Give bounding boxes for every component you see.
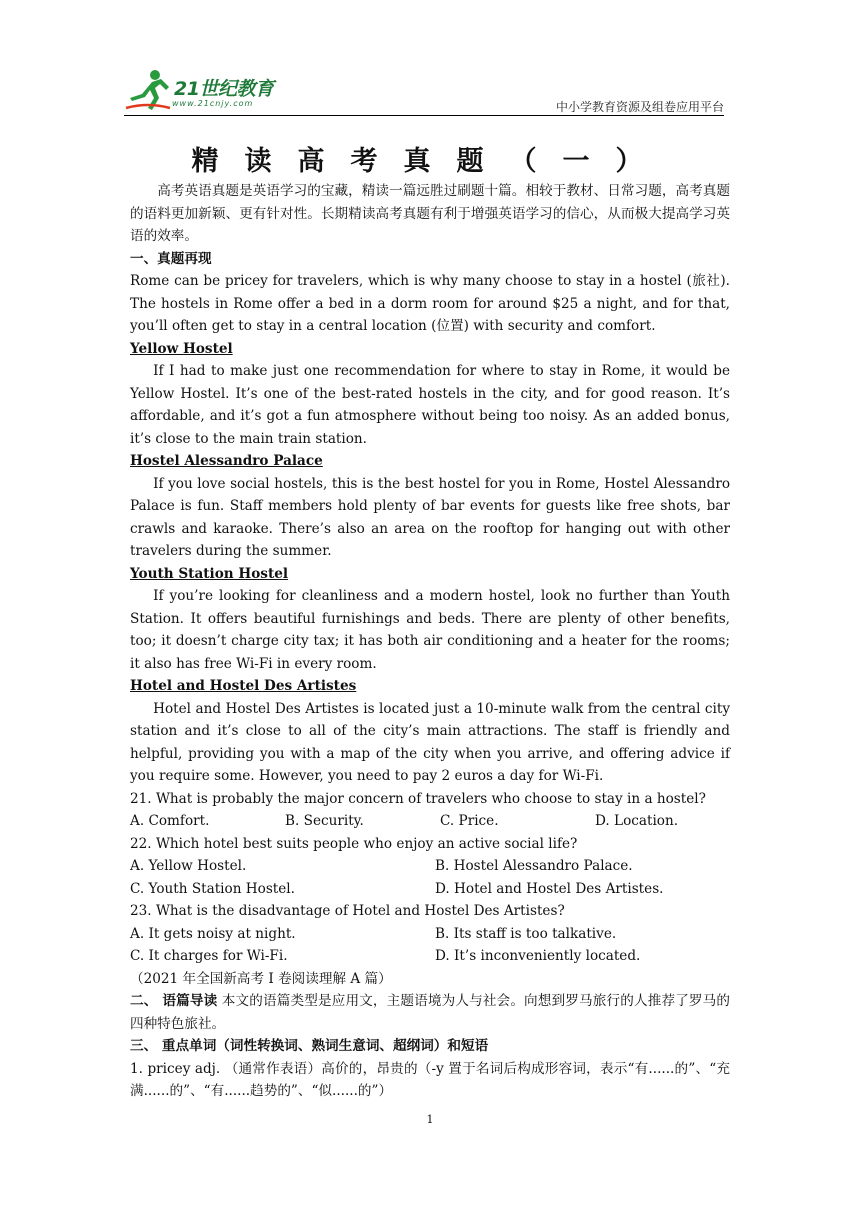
logo [124,66,294,114]
section-2-text: 本文的语篇类型是应用文，主题语境为人与社会。向想到罗马旅行的人推荐了罗马的四种特色旅社。 [130,993,731,1032]
page-header [124,66,724,116]
option-21b: B. Security. [285,813,364,829]
section-2 [130,990,730,1035]
option-22a: A. Yellow Hostel. [130,858,247,874]
hostel-title-youth-station: Youth Station Hostel [130,565,289,582]
option-21d: D. Location. [595,813,679,829]
page-title: 精读高考真题（一） [191,146,669,177]
option-23c: C. It charges for Wi-Fi. [130,948,288,964]
header-divider [124,115,724,116]
logo-text: 21世纪教育 [174,78,274,100]
page-number: 1 [426,1113,434,1126]
section-heading-2: 二、 语篇导读 [130,993,218,1009]
runner-logo-icon [124,68,172,114]
option-23d: D. It’s inconveniently located. [435,948,641,964]
hostel-title-des-artistes: Hotel and Hostel Des Artistes [130,678,357,694]
source-citation: （2021 年全国新高考 I 卷阅读理解 A 篇） [130,970,392,987]
question-23-options-row1 [130,923,730,946]
hostel-title-yellow: Yellow Hostel [130,340,233,357]
hostel-text-alessandro: If you love social hostels, this is the best hostel for you in Rome, Hostel Alessandro Palace is fun. Staff members hold plenty of bar events for guests like free shots, bar crawls and karaoke. There’s also an area on the rooftop for hanging out with other travelers during the summer. [130,475,730,559]
option-23b: B. Its staff is too talkative. [435,925,617,942]
option-22d: D. Hotel and Hostel Des Artistes. [435,880,664,897]
option-22c: C. Youth Station Hostel. [130,880,295,897]
hostel-text-des-artistes: Hotel and Hostel Des Artistes is located just a 10-minute walk from the central city station and it’s close to all of the city’s main attractions. The staff is friendly and helpful, providing you with a map of the city when you arrive, and offering advice if you require some. However, you need to pay 2 euros a day for Wi-Fi. [130,700,730,784]
question-22-options-row2 [130,878,730,901]
question-21-options [130,810,730,833]
question-21-stem: 21. What is probably the major concern of travelers who choose to stay in a hostel? [130,790,706,807]
question-23-stem: 23. What is the disadvantage of Hotel and Hostel Des Artistes? [130,903,565,919]
opening-paragraph: Rome can be pricey for travelers, which is why many choose to stay in a hostel (旅社). The hostels in Rome offer a bed in a dorm room for around $25 a night, and for that, you’ll often get to stay in a central location (位置) with security and comfort. [130,273,730,334]
option-21c: C. Price. [440,813,499,829]
vocab-item-1: 1. pricey adj. （通常作表语）高价的，昂贵的（-y 置于名词后构成形容词，表示“有......的”、“充满......的”、“有......趋势的”、“似......的”） [130,1060,730,1099]
option-22b: B. Hostel Alessandro Palace. [435,858,633,874]
hostel-text-yellow: If I had to make just one recommendation for where to stay in Rome, it would be Yellow Hostel. It’s one of the best-rated hostels in the city, and for good reason. It’s affordable, and it’s got a fun atmosphere without being too noisy. As an added bonus, it’s close to the main train station. [130,363,730,447]
question-22-stem: 22. Which hotel best suits people who enjoy an active social life? [130,835,578,852]
option-23a: A. It gets noisy at night. [130,925,296,942]
platform-name: 中小学教育资源及组卷应用平台 [555,100,724,114]
option-21a: A. Comfort. [130,813,210,829]
section-heading-1: 一、真题再现 [130,250,212,267]
document-body [130,180,730,1103]
section-heading-3: 三、 重点单词（词性转换词、熟词生意词、超纲词）和短语 [130,1038,489,1054]
hostel-title-alessandro: Hostel Alessandro Palace [130,453,323,469]
intro-paragraph: 高考英语真题是英语学习的宝藏，精读一篇远胜过刷题十篇。相较于教材、日常习题，高考真题的语料更加新颖、更有针对性。长期精读高考真题有利于增强英语学习的信心，从而极大提高学习英语的效率。 [130,183,730,244]
question-22-options-row1 [130,855,730,878]
logo-url: www.21cnjy.com [172,99,254,108]
hostel-text-youth-station: If you’re looking for cleanliness and a modern hostel, look no further than Youth Station. It offers beautiful furnishings and beds. There are plenty of other benefits, too; it doesn’t charge city tax; it has both air conditioning and a heater for the rooms; it also has free Wi-Fi in every room. [130,588,730,672]
question-23-options-row2 [130,945,730,968]
